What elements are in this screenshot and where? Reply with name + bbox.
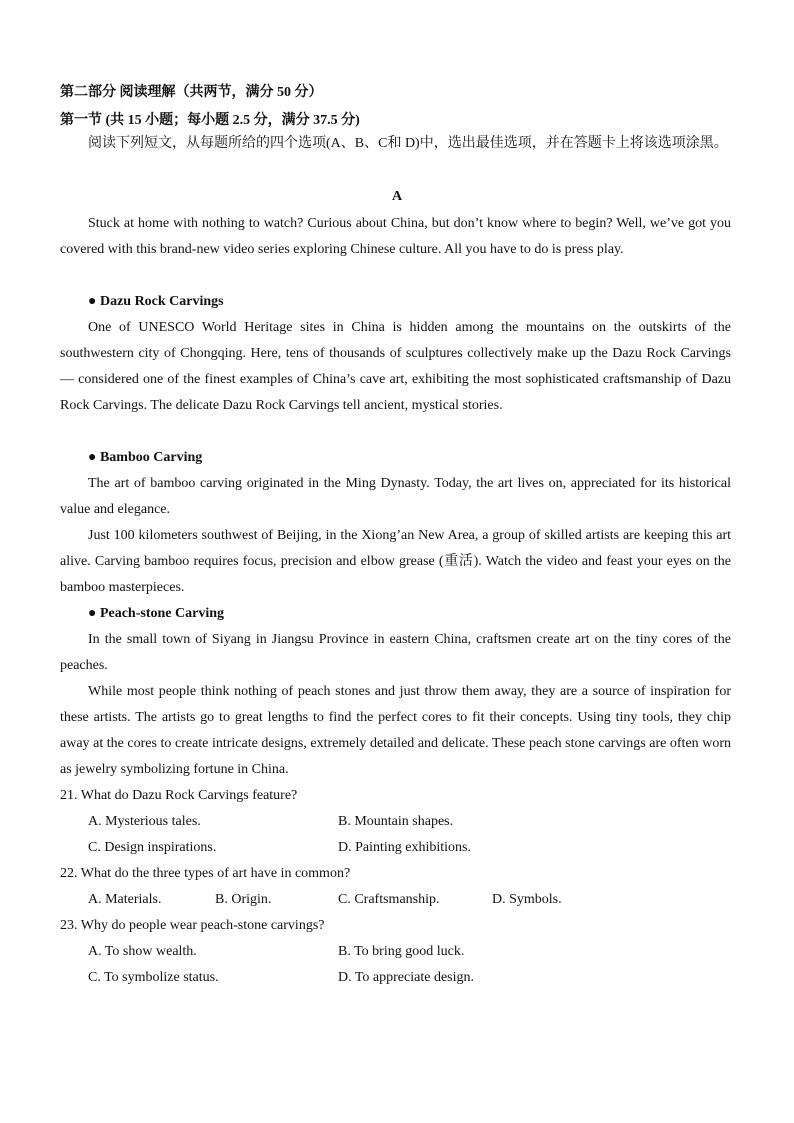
passage-intro: Stuck at home with nothing to watch? Curious about China, but don’t know where to begin? Well, we’ve got you covered with this brand-new video series exploring Chinese culture. All you have to do is press play. <box>60 216 731 257</box>
q22-option-c: C. Craftsmanship. <box>338 892 440 907</box>
heading-peach: ● Peach-stone Carving <box>88 606 224 621</box>
q23-option-c: C. To symbolize status. <box>88 970 219 985</box>
q21-option-c: C. Design inspirations. <box>88 840 217 855</box>
paragraph-bamboo-2: Just 100 kilometers southwest of Beijing, in the Xiong’an New Area, a group of skilled artists are keeping this art alive. Carving bamboo requires focus, precision and elbow grease (重活). Watch the video and feast your eyes on the bamboo masterpieces. <box>60 528 731 595</box>
question-23: 23. Why do people wear peach-stone carvings? <box>60 918 325 933</box>
paragraph-bamboo-1: The art of bamboo carving originated in the Ming Dynasty. Today, the art lives on, appreciated for its historical value and elegance. <box>60 476 731 517</box>
q21-option-a: A. Mysterious tales. <box>88 814 201 829</box>
part-title: 第二部分 阅读理解（共两节，满分 50 分） <box>60 85 323 100</box>
passage-label: A <box>391 189 403 204</box>
paragraph-dazu: One of UNESCO World Heritage sites in China is hidden among the mountains on the outskirts of the southwestern city of Chongqing. Here, tens of thousands of sculptures collectively make up the Dazu Rock Carvings — considered one of the finest examples of China’s cave art, exhibiting the most sophisticated craftsmanship of Dazu Rock Carvings. The delicate Dazu Rock Carvings tell ancient, mystical stories. <box>60 320 731 413</box>
question-21: 21. What do Dazu Rock Carvings feature? <box>60 788 298 803</box>
q23-option-b: B. To bring good luck. <box>338 944 465 959</box>
heading-dazu: ● Dazu Rock Carvings <box>88 294 224 309</box>
q23-option-a: A. To show wealth. <box>88 944 197 959</box>
sub-title: 第一节 (共 15 小题；每小题 2.5 分，满分 37.5 分) <box>60 113 360 128</box>
instruction-text: 阅读下列短文，从每题所给的四个选项(A、B、C和 D)中，选出最佳选项，并在答题卡上将该选项涂黑。 <box>88 136 728 151</box>
q22-option-b: B. Origin. <box>215 892 272 907</box>
q21-option-d: D. Painting exhibitions. <box>338 840 471 855</box>
paragraph-peach-2: While most people think nothing of peach stones and just throw them away, they are a source of inspiration for these artists. The artists go to great lengths to find the perfect cores to fit their concepts. Using tiny tools, they chip away at the cores to create intricate designs, extremely detailed and delicate. These peach stone carvings are often worn as jewelry symbolizing fortune in China. <box>60 684 731 777</box>
q23-option-d: D. To appreciate design. <box>338 970 474 985</box>
q22-option-a: A. Materials. <box>88 892 162 907</box>
heading-bamboo: ● Bamboo Carving <box>88 450 203 465</box>
question-22: 22. What do the three types of art have in common? <box>60 866 351 881</box>
q21-option-b: B. Mountain shapes. <box>338 814 454 829</box>
q22-option-d: D. Symbols. <box>492 892 562 907</box>
paragraph-peach-1: In the small town of Siyang in Jiangsu Province in eastern China, craftsmen create art on the tiny cores of the peaches. <box>60 632 731 673</box>
